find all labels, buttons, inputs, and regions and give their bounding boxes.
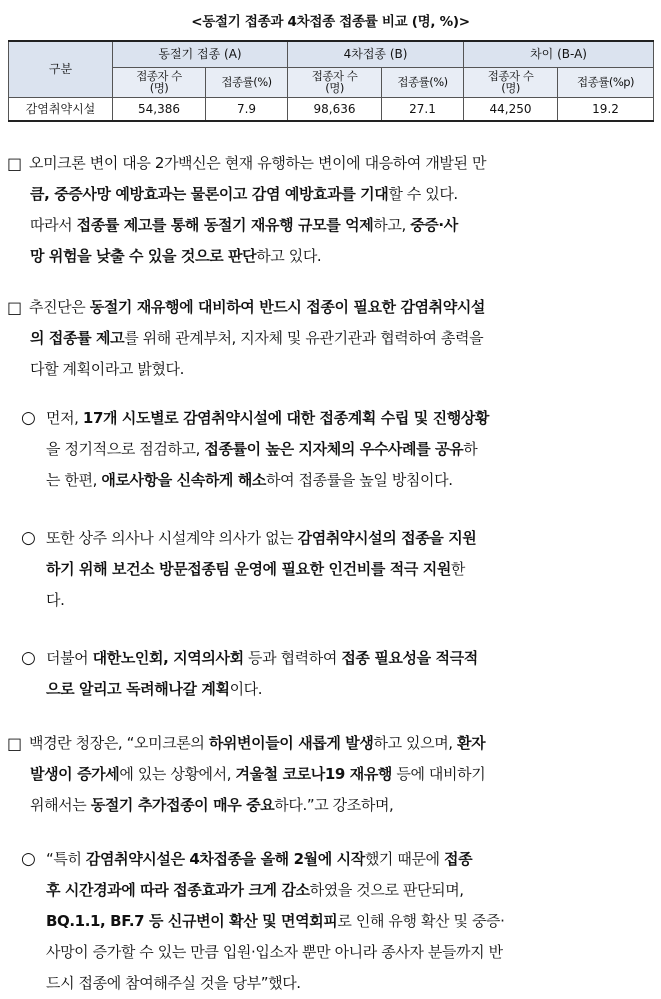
text: 하였을 것으로 판단되며, — [309, 881, 464, 899]
text-line — [46, 937, 503, 968]
text: 했기 때문에 — [364, 850, 445, 868]
text-line — [46, 844, 472, 875]
table-cell: 7.9 — [206, 97, 288, 121]
text: 추진단은 — [29, 298, 90, 316]
text: 하고 있다. — [256, 247, 322, 265]
text-line — [46, 554, 465, 585]
bold-text: 의 접종률 제고 — [30, 329, 125, 347]
bold-text: 애로사항을 신속하게 해소 — [101, 471, 267, 489]
table-cell: 44,250 — [464, 97, 558, 121]
subheader-count: 접종자 수 (명) — [288, 67, 382, 97]
text: 하고 있으며, — [373, 734, 458, 752]
text: 는 한편, — [46, 471, 102, 489]
text-line — [46, 585, 64, 616]
text-line — [29, 728, 485, 759]
text-line — [46, 906, 505, 937]
text-line — [46, 674, 262, 705]
text: 한 — [450, 560, 466, 578]
text: 또한 상주 의사나 시설계약 의사가 없는 — [46, 529, 298, 547]
bold-text: 접종률이 높은 지자체의 우수사례를 공유 — [204, 440, 464, 458]
text: 먼저, — [46, 409, 83, 427]
text-line — [30, 354, 184, 385]
text-line — [30, 210, 458, 241]
text: 하 — [463, 440, 478, 458]
text: 사망이 증가할 수 있는 만큼 입원·입소자 뿐만 아니라 종사자 분들까지 반 — [46, 943, 503, 961]
subheader-count: 접종자 수 (명) — [464, 67, 558, 97]
bold-text: 접종 필요성을 적극적 — [341, 649, 478, 667]
bold-text: 환자 — [457, 734, 486, 752]
text: 등에 대비하기 — [392, 765, 486, 783]
bold-text: 감염취약시설은 4차접종을 올해 2월에 시작 — [85, 850, 365, 868]
bold-text: 하기 위해 보건소 방문접종팀 운영에 필요한 인건비를 적극 지원 — [46, 560, 451, 578]
text-line — [30, 790, 393, 821]
text-line — [30, 323, 483, 354]
text: 로 인해 유행 확산 및 중증· — [337, 912, 505, 930]
bold-text: BQ.1.1, BF.7 등 신규변이 확산 및 면역회피 — [46, 912, 338, 930]
bold-text: 대한노인회, 지역의사회 — [92, 649, 244, 667]
table-cell: 54,386 — [113, 97, 206, 121]
bold-text: 접종률 제고를 통해 동절기 재유행 규모를 억제 — [76, 216, 374, 234]
header-group-fourth: 4차접종 (B) — [288, 41, 464, 67]
text-line — [46, 643, 478, 674]
comparison-table — [8, 40, 654, 122]
header-group-diff: 차이 (B-A) — [464, 41, 654, 67]
text: 이다. — [229, 680, 263, 698]
text-line — [46, 875, 464, 906]
row-label: 감염취약시설 — [9, 97, 113, 121]
bold-text: 발생이 증가세 — [30, 765, 120, 783]
square-bullet-icon: □ — [7, 298, 22, 317]
text: 에 있는 상황에서, — [119, 765, 236, 783]
text: 할 수 있다. — [388, 185, 458, 203]
text-line — [29, 292, 485, 323]
square-bullet-icon: □ — [7, 154, 22, 173]
circle-bullet-icon: ○ — [21, 408, 36, 428]
subheader-rate: 접종률(%) — [206, 67, 288, 97]
text: 오미크론 변이 대응 2가백신은 현재 유행하는 변이에 대응하여 개발된 만 — [29, 154, 487, 172]
header-category: 구분 — [9, 41, 113, 97]
circle-bullet-icon: ○ — [21, 648, 36, 668]
bold-text: 동절기 추가접종이 매우 중요 — [90, 796, 275, 814]
text: “특히 — [46, 850, 86, 868]
table-cell: 98,636 — [288, 97, 382, 121]
text-line — [29, 148, 486, 179]
subheader-count: 접종자 수 (명) — [113, 67, 206, 97]
text-line — [46, 523, 476, 554]
text: 다할 계획이라고 밝혔다. — [30, 360, 185, 378]
subheader-rate: 접종률(%p) — [558, 67, 654, 97]
bold-text: 후 시간경과에 따라 접종효과가 크게 감소 — [46, 881, 310, 899]
subheader-rate: 접종률(%) — [382, 67, 464, 97]
text: 위해서는 — [30, 796, 91, 814]
bold-text: 접종 — [444, 850, 473, 868]
text-line — [30, 759, 485, 790]
text: 더불어 — [46, 649, 93, 667]
text-line — [46, 968, 301, 999]
text: 다. — [46, 591, 65, 609]
header-group-winter: 동절기 접종 (A) — [113, 41, 288, 67]
text: 하고, — [373, 216, 411, 234]
text-line — [30, 241, 321, 272]
text: 등과 협력하여 — [243, 649, 342, 667]
circle-bullet-icon: ○ — [21, 849, 36, 869]
text: 하여 접종률을 높일 방침이다. — [266, 471, 453, 489]
bold-text: 으로 알리고 독려해나갈 계획 — [46, 680, 230, 698]
text-line — [46, 403, 489, 434]
table-cell: 19.2 — [558, 97, 654, 121]
text-line — [46, 465, 453, 496]
bold-text: 큼, 중증사망 예방효과는 물론이고 감염 예방효과를 기대 — [30, 185, 389, 203]
text: 드시 접종에 참여해주실 것을 당부”했다. — [46, 974, 301, 992]
text: 를 위해 관계부처, 지자체 및 유관기관과 협력하여 총력을 — [124, 329, 484, 347]
text-line — [30, 179, 458, 210]
table-cell: 27.1 — [382, 97, 464, 121]
text: 백경란 청장은, “오미크론의 — [29, 734, 209, 752]
circle-bullet-icon: ○ — [21, 528, 36, 548]
bold-text: 망 위험을 낮출 수 있을 것으로 판단 — [30, 247, 257, 265]
square-bullet-icon: □ — [7, 734, 22, 753]
text: 따라서 — [30, 216, 77, 234]
bold-text: 중증·사 — [410, 216, 458, 234]
bold-text: 동절기 재유행에 대비하여 반드시 접종이 필요한 감염취약시설 — [89, 298, 486, 316]
text: 을 정기적으로 점검하고, — [46, 440, 205, 458]
bold-text: 겨울철 코로나19 재유행 — [235, 765, 393, 783]
text-line — [46, 434, 477, 465]
bold-text: 17개 시도별로 감염취약시설에 대한 접종계획 수립 및 진행상황 — [82, 409, 490, 427]
text: 하다.”고 강조하며, — [274, 796, 394, 814]
bold-text: 하위변이들이 새롭게 발생 — [208, 734, 374, 752]
table-title: <동절기 접종과 4차접종 접종률 비교 (명, %)> — [191, 14, 470, 30]
bold-text: 감염취약시설의 접종을 지원 — [297, 529, 477, 547]
